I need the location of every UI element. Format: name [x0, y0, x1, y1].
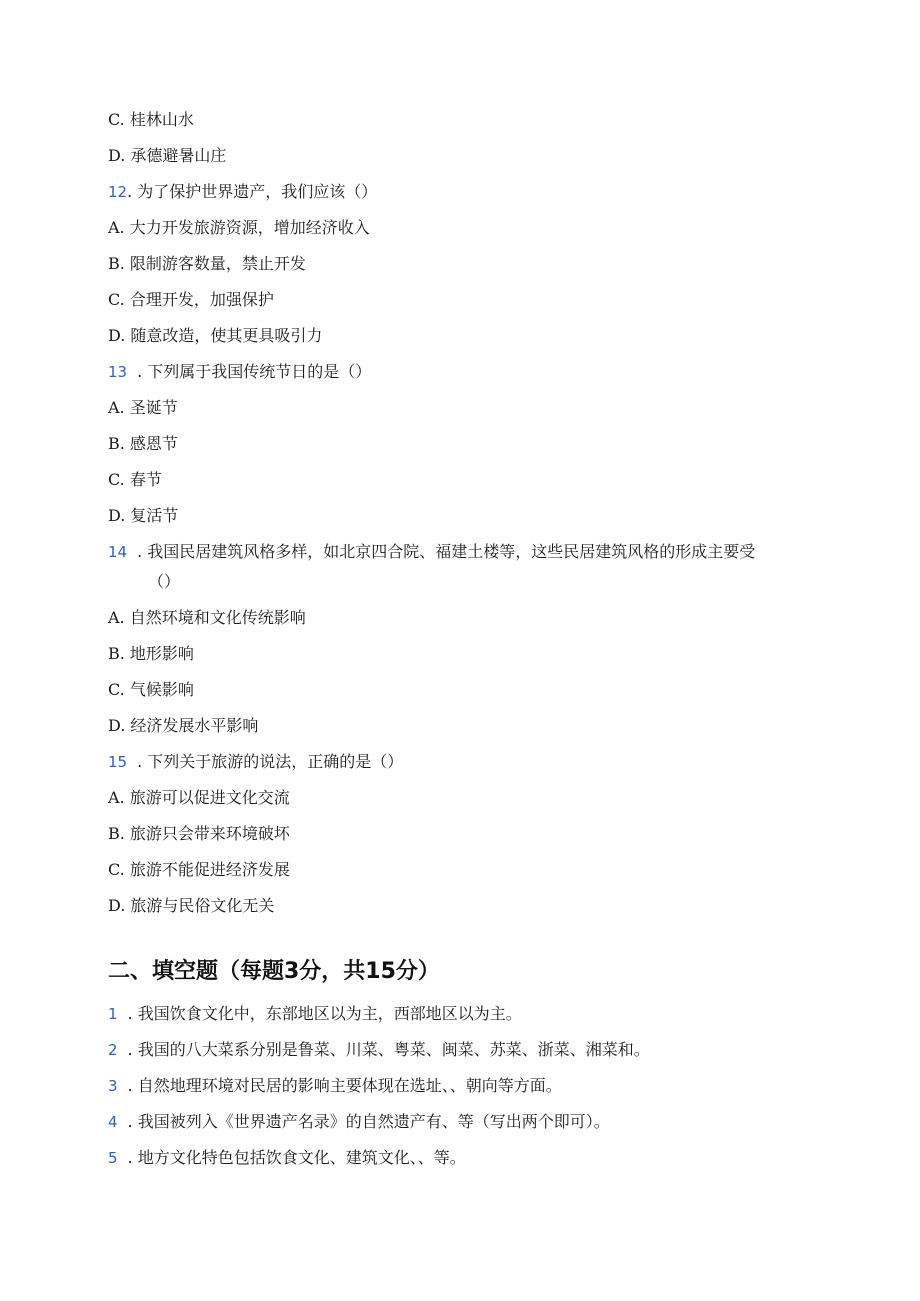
item-text: . 我国被列入《世界遗产名录》的自然遗产有、等（写出两个即可）。 — [127, 1112, 610, 1131]
question-12 — [108, 182, 377, 202]
q12-option-a: A. 大力开发旅游资源，增加经济收入 — [108, 218, 370, 237]
q14-option-c: C. 气候影响 — [108, 680, 194, 699]
q13-option-d: D. 复活节 — [108, 506, 179, 525]
q12-option-d: D. 随意改造，使其更具吸引力 — [108, 326, 323, 345]
q14-option-d: D. 经济发展水平影响 — [108, 716, 259, 735]
question-14 — [108, 542, 755, 562]
item-text: . 地方文化特色包括饮食文化、建筑文化、、等。 — [127, 1148, 466, 1167]
question-stem-continued: （） — [148, 572, 181, 591]
fill-item-3 — [108, 1076, 562, 1096]
q14-option-b: B. 地形影响 — [108, 644, 194, 663]
q15-option-d: D. 旅游与民俗文化无关 — [108, 896, 275, 915]
fill-item-5 — [108, 1148, 466, 1168]
q14-option-a: A. 自然环境和文化传统影响 — [108, 608, 306, 627]
question-stem: . 我国民居建筑风格多样，如北京四合院、福建土楼等，这些民居建筑风格的形成主要受 — [137, 542, 756, 561]
fill-item-4 — [108, 1112, 610, 1132]
question-number: 12 — [108, 183, 128, 201]
q15-option-b: B. 旅游只会带来环境破坏 — [108, 824, 290, 843]
q12-option-c: C. 合理开发，加强保护 — [108, 290, 274, 309]
question-stem: . 为了保护世界遗产，我们应该（） — [127, 182, 378, 201]
question-stem: . 下列属于我国传统节日的是（） — [137, 362, 372, 381]
question-number: 13 — [108, 363, 128, 381]
fill-item-1 — [108, 1004, 522, 1024]
fill-item-2 — [108, 1040, 650, 1060]
q13-option-c: C. 春节 — [108, 470, 162, 489]
question-number: 15 — [108, 753, 128, 771]
item-number: 3 — [108, 1077, 118, 1095]
q13-option-a: A. 圣诞节 — [108, 398, 178, 417]
question-number: 14 — [108, 543, 128, 561]
q12-option-b: B. 限制游客数量，禁止开发 — [108, 254, 306, 273]
item-number: 5 — [108, 1149, 118, 1167]
q15-option-c: C. 旅游不能促进经济发展 — [108, 860, 290, 879]
item-number: 1 — [108, 1005, 118, 1023]
question-15 — [108, 752, 403, 772]
question-stem: . 下列关于旅游的说法，正确的是（） — [137, 752, 404, 771]
q15-option-a: A. 旅游可以促进文化交流 — [108, 788, 290, 807]
q13-option-b: B. 感恩节 — [108, 434, 178, 453]
section-heading: 二、填空题（每题3分，共15分） — [108, 959, 440, 984]
q11-option-d: D. 承德避暑山庄 — [108, 146, 227, 165]
item-text: . 自然地理环境对民居的影响主要体现在选址、、朝向等方面。 — [127, 1076, 562, 1095]
item-text: . 我国饮食文化中，东部地区以为主，西部地区以为主。 — [127, 1004, 522, 1023]
q11-option-c: C. 桂林山水 — [108, 110, 194, 129]
item-text: . 我国的八大菜系分别是鲁菜、川菜、粤菜、闽菜、苏菜、浙菜、湘菜和。 — [127, 1040, 650, 1059]
item-number: 4 — [108, 1113, 118, 1131]
question-13 — [108, 362, 371, 382]
item-number: 2 — [108, 1041, 118, 1059]
